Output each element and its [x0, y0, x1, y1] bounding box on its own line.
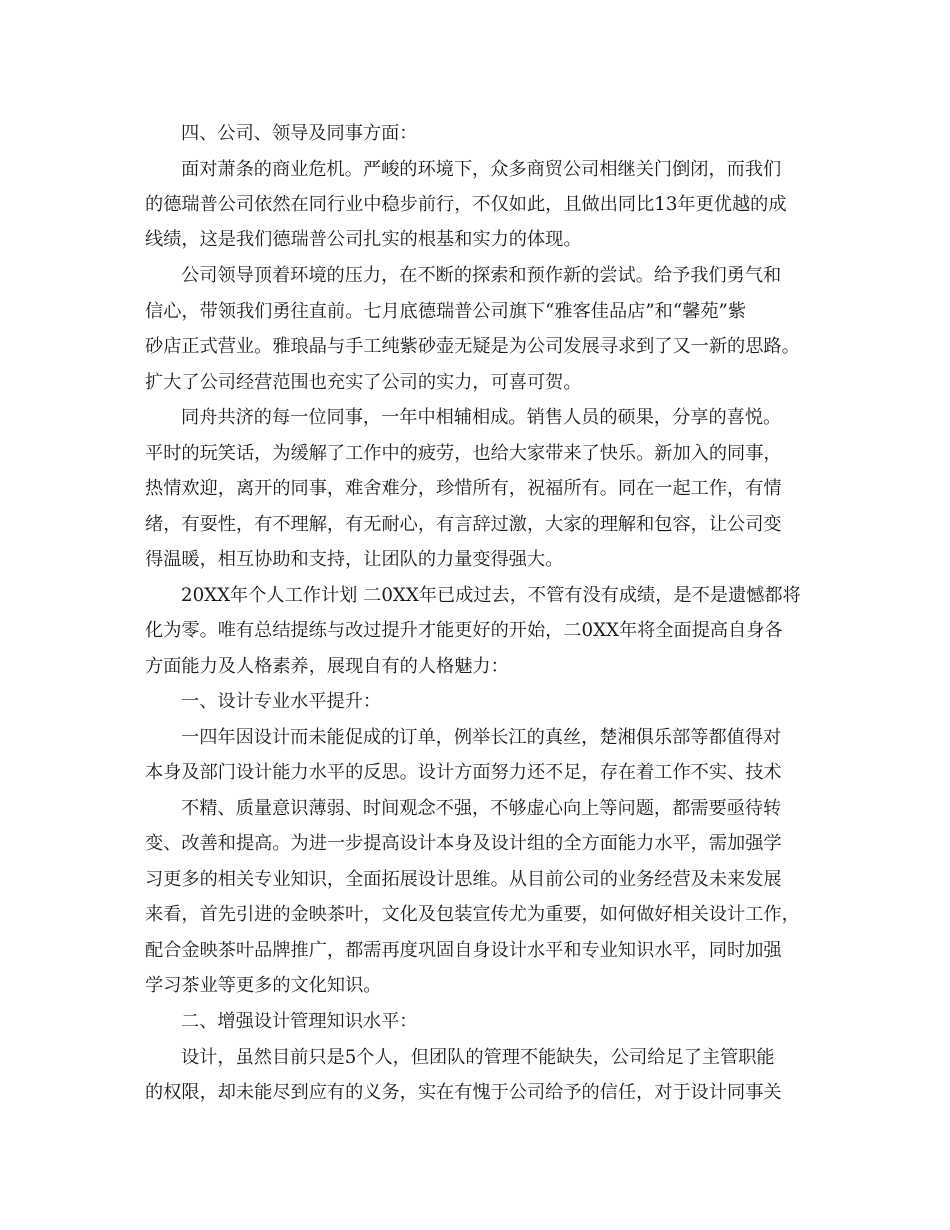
section-heading-1: 一、设计专业水平提升： — [181, 691, 382, 712]
paragraph-line: 的权限，却未能尽到应有的义务，实在有愧于公司给予的信任，对于设计同事关 — [145, 1082, 782, 1103]
paragraph-line: 扩大了公司经营范围也充实了公司的实力，可喜可贺。 — [145, 372, 582, 393]
paragraph-line: 化为零。唯有总结提练与改过提升才能更好的开始，二0XX年将全面提高自身各 — [145, 620, 783, 641]
paragraph-line: 线绩，这是我们德瑞普公司扎实的根基和实力的体现。 — [145, 229, 582, 250]
paragraph-line: 本身及部门设计能力水平的反思。设计方面努力还不足，存在着工作不实、技术 — [145, 762, 782, 783]
paragraph-line: 砂店正式营业。雅琅晶与手工纯紫砂壶无疑是为公司发展寻求到了又一新的思路。 — [145, 336, 800, 357]
paragraph-line: 一四年因设计而未能促成的订单，例举长江的真丝，楚湘俱乐部等都值得对 — [181, 727, 782, 748]
paragraph-line: 的德瑞普公司依然在同行业中稳步前行，不仅如此，且做出同比13年更优越的成 — [145, 194, 787, 215]
paragraph-line: 20XX年个人工作计划 二0XX年已成过去，不管有没有成绩，是不是遗憾都将 — [181, 585, 801, 606]
section-heading-4: 四、公司、领导及同事方面： — [181, 123, 418, 144]
paragraph-line: 习更多的相关专业知识，全面拓展设计思维。从目前公司的业务经营及未来发展 — [145, 869, 782, 890]
paragraph-line: 学习茶业等更多的文化知识。 — [145, 975, 382, 996]
section-heading-2: 二、增强设计管理知识水平： — [181, 1011, 418, 1032]
paragraph-line: 变、改善和提高。为进一步提高设计本身及设计组的全方面能力水平，需加强学 — [145, 833, 782, 854]
paragraph-line: 公司领导顶着环境的压力，在不断的探索和预作新的尝试。给予我们勇气和 — [181, 265, 782, 286]
paragraph-line: 同舟共济的每一位同事，一年中相辅相成。销售人员的硕果，分享的喜悦。 — [181, 407, 782, 428]
paragraph-line: 热情欢迎，离开的同事，难舍难分，珍惜所有，祝福所有。同在一起工作，有情 — [145, 478, 782, 499]
paragraph-line: 配合金映茶叶品牌推广，都需再度巩固自身设计水平和专业知识水平，同时加强 — [145, 940, 782, 961]
paragraph-line: 信心，带领我们勇往直前。七月底德瑞普公司旗下“雅客佳品店”和“馨苑”紫 — [145, 301, 747, 322]
paragraph-line: 设计，虽然目前只是5个人，但团队的管理不能缺失，公司给足了主管职能 — [181, 1047, 775, 1068]
paragraph-line: 绪，有耍性，有不理解，有无耐心，有言辞过激，大家的理解和包容，让公司变 — [145, 514, 782, 535]
paragraph-line: 不精、质量意识薄弱、时间观念不强，不够虚心向上等问题，都需要亟待转 — [181, 798, 782, 819]
paragraph-line: 来看，首先引进的金映茶叶，文化及包装宣传尤为重要，如何做好相关设计工作， — [145, 904, 800, 925]
paragraph-line: 面对萧条的商业危机。严峻的环境下，众多商贸公司相继关门倒闭，而我们 — [181, 159, 782, 180]
paragraph-line: 方面能力及人格素养，展现自有的人格魅力： — [145, 656, 509, 677]
paragraph-line: 得温暖，相互协助和支持，让团队的力量变得强大。 — [145, 549, 564, 570]
paragraph-line: 平时的玩笑话，为缓解了工作中的疲劳，也给大家带来了快乐。新加入的同事， — [145, 443, 782, 464]
